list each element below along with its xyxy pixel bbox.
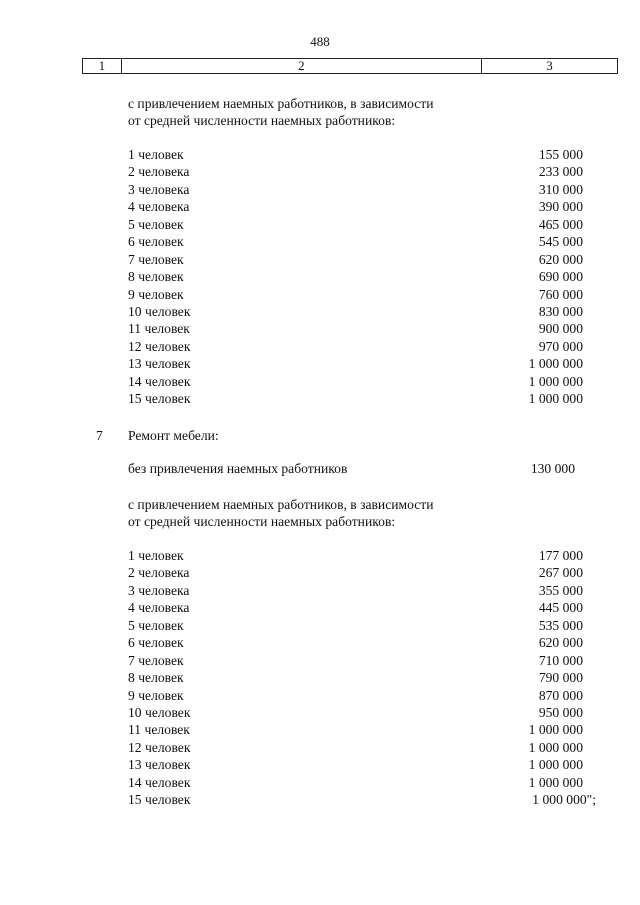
table-row [128,355,583,372]
table-row [128,704,583,721]
section7-heading [128,496,434,530]
row-value: 535 000 [538,617,583,633]
row-label: 6 человек [128,635,184,651]
row-value: 620 000 [538,635,583,651]
row-label: 3 человека [128,181,190,197]
table-row [128,774,583,791]
row-label: 1 человек [128,548,184,563]
row-value: 900 000 [538,321,583,337]
row-value: 1 000 000 [528,722,583,738]
row-label: 2 человека [128,164,190,180]
table-row [128,564,583,581]
column-header-table [82,58,618,74]
row-label: 13 человек [128,757,191,773]
no-workers-row [128,460,583,477]
row-label: 12 человек [128,338,191,354]
row-label: 13 человек [128,356,191,372]
table-row [128,251,583,268]
row-value: 620 000 [538,251,583,267]
row-value: 445 000 [538,600,583,616]
row-value: 690 000 [538,269,583,285]
row-value: 390 000 [538,199,583,215]
table-row [128,756,583,773]
row-label: 11 человек [128,722,190,738]
table-row [128,791,596,808]
row-label: 5 человек [128,216,184,232]
row-value: 710 000 [538,652,583,668]
table-row [128,669,583,686]
row-label: 8 человек [128,269,184,285]
row-label: 9 человек [128,687,184,703]
row-value: 310 000 [538,181,583,197]
row-value: 950 000 [538,704,583,720]
row-label: 15 человек [128,792,191,808]
table-row [128,390,583,407]
table-row [128,268,583,285]
row-label: 1 человек [128,147,184,162]
row-value: 1 000 000 [528,373,583,389]
row-value: 790 000 [538,670,583,686]
row-label: 6 человек [128,234,184,250]
row-value: 155 000 [538,147,583,162]
section-number: 7 [96,428,103,443]
row-label: 3 человека [128,582,190,598]
row-label: 7 человек [128,251,184,267]
row-label: 14 человек [128,373,191,389]
section-title: Ремонт мебели: [128,428,219,443]
table-row [128,303,583,320]
table-row [128,233,583,250]
row-value: 267 000 [538,565,583,581]
row-value: 545 000 [538,234,583,250]
row-label: 10 человек [128,303,191,319]
row-value: 1 000 000 [528,757,583,773]
row-label: 4 человека [128,600,190,616]
row-label: 11 человек [128,321,190,337]
row-label: 15 человек [128,391,191,407]
table-row [128,652,583,669]
table-row [128,617,583,634]
row-value: 1 000 000 [528,774,583,790]
row-value: 233 000 [538,164,583,180]
table-row [128,599,583,616]
table-row [128,687,583,704]
table-row [128,163,583,180]
row-value: 870 000 [538,687,583,703]
row-label: 5 человек [128,617,184,633]
column-header-2: 2 [121,59,481,74]
block1-heading-line1: с привлечением наемных работников, в зависимости [128,96,434,111]
row-label: 9 человек [128,286,184,302]
row-value: 1 000 000 [528,739,583,755]
block1-heading [128,95,434,129]
row-value: 355 000 [538,582,583,598]
row-value: 1 000 000 [528,356,583,372]
row-value: 760 000 [538,286,583,302]
table-row [128,739,583,756]
row-label: 8 человек [128,670,184,686]
table-row [128,198,583,215]
row-value: 830 000 [538,303,583,319]
row-label: 2 человека [128,565,190,581]
section7-heading-line2: от средней численности наемных работников: [128,514,396,529]
no-workers-value: 130 000 [530,461,575,476]
table-row [128,181,583,198]
section7-rows-list [128,547,596,809]
table-row [128,146,583,163]
column-header-3: 3 [481,59,617,74]
page-number: 488 [310,34,330,49]
row-value: 1 000 000 [528,391,583,407]
table-row [128,547,583,564]
block1-rows-list [128,146,583,408]
table-row [128,338,583,355]
table-row [128,286,583,303]
table-row [128,320,583,337]
row-label: 12 человек [128,739,191,755]
row-value: 1 000 000"; [532,792,596,808]
column-header-row [83,59,618,74]
table-row [128,721,583,738]
column-header-1: 1 [83,59,122,74]
table-row [128,373,583,390]
table-row [128,634,583,651]
section7-heading-line1: с привлечением наемных работников, в зависимости [128,497,434,512]
table-row [128,582,583,599]
block1-heading-line2: от средней численности наемных работников: [128,113,396,128]
row-label: 7 человек [128,652,184,668]
no-workers-label: без привлечения наемных работников [128,461,348,476]
row-label: 4 человека [128,199,190,215]
row-value: 177 000 [538,548,583,563]
row-value: 465 000 [538,216,583,232]
table-row [128,216,583,233]
row-value: 970 000 [538,338,583,354]
row-label: 14 человек [128,774,191,790]
row-label: 10 человек [128,704,191,720]
